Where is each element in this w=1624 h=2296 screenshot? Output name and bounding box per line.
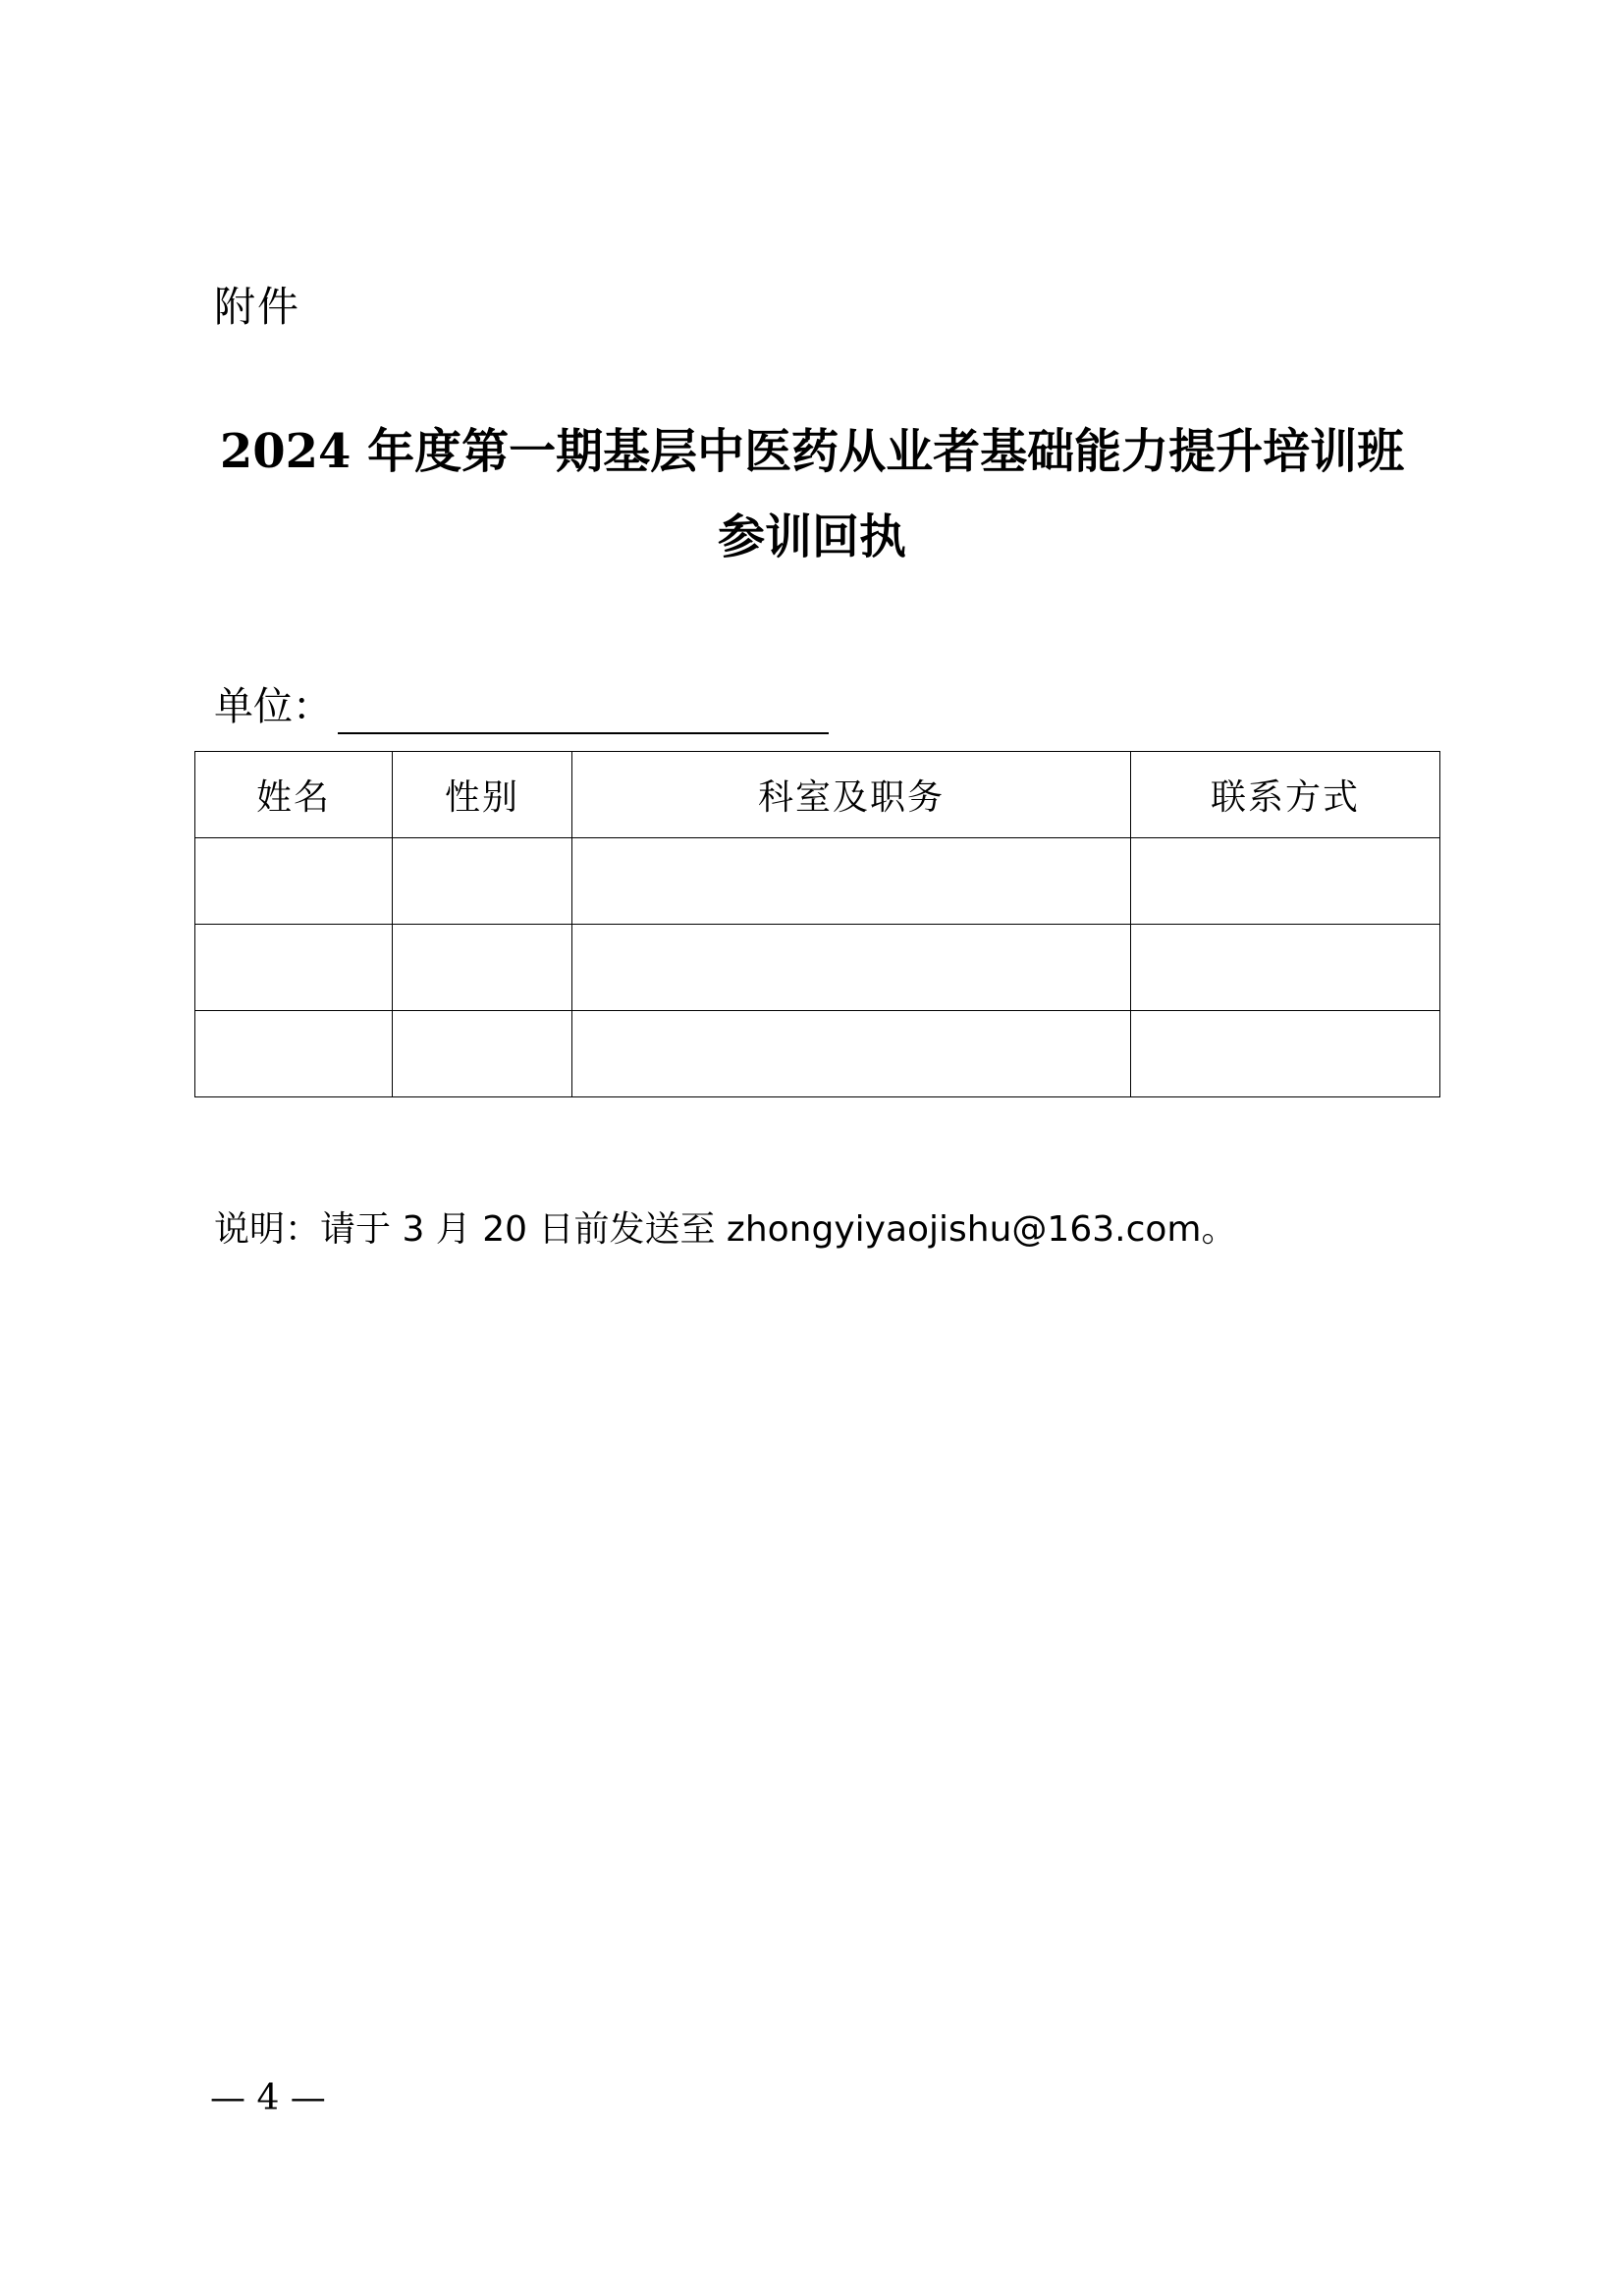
header-name: 姓名 [195, 752, 393, 838]
table-cell[interactable] [195, 838, 393, 925]
unit-field [214, 679, 829, 734]
table-cell[interactable] [572, 1011, 1131, 1097]
table-row [195, 838, 1440, 925]
table-cell[interactable] [393, 1011, 572, 1097]
table-cell[interactable] [572, 838, 1131, 925]
table-cell[interactable] [1131, 925, 1440, 1011]
header-gender: 性别 [393, 752, 572, 838]
attachment-label: 附件 [214, 283, 301, 331]
table-row [195, 925, 1440, 1011]
table-cell[interactable] [572, 925, 1131, 1011]
table-cell[interactable] [393, 838, 572, 925]
table-row [195, 1011, 1440, 1097]
unit-label: 单位： [214, 684, 332, 729]
document-title-line2: 参训回执 [717, 509, 906, 564]
document-title-line1: 2024 年度第一期基层中医药从业者基础能力提升培训班 [219, 424, 1405, 479]
registration-table [194, 751, 1440, 1097]
page-number: — 4 — [210, 2078, 326, 2118]
submission-note: 说明：请于 3 月 20 日前发送至 zhongyiyaojishu@163.com。 [214, 1209, 1237, 1250]
table-cell[interactable] [1131, 1011, 1440, 1097]
header-department-position: 科室及职务 [572, 752, 1131, 838]
table-cell[interactable] [393, 925, 572, 1011]
unit-blank-line[interactable] [338, 687, 829, 734]
table-cell[interactable] [195, 925, 393, 1011]
table-header-row [195, 752, 1440, 838]
table-cell[interactable] [195, 1011, 393, 1097]
table-cell[interactable] [1131, 838, 1440, 925]
header-contact: 联系方式 [1131, 752, 1440, 838]
